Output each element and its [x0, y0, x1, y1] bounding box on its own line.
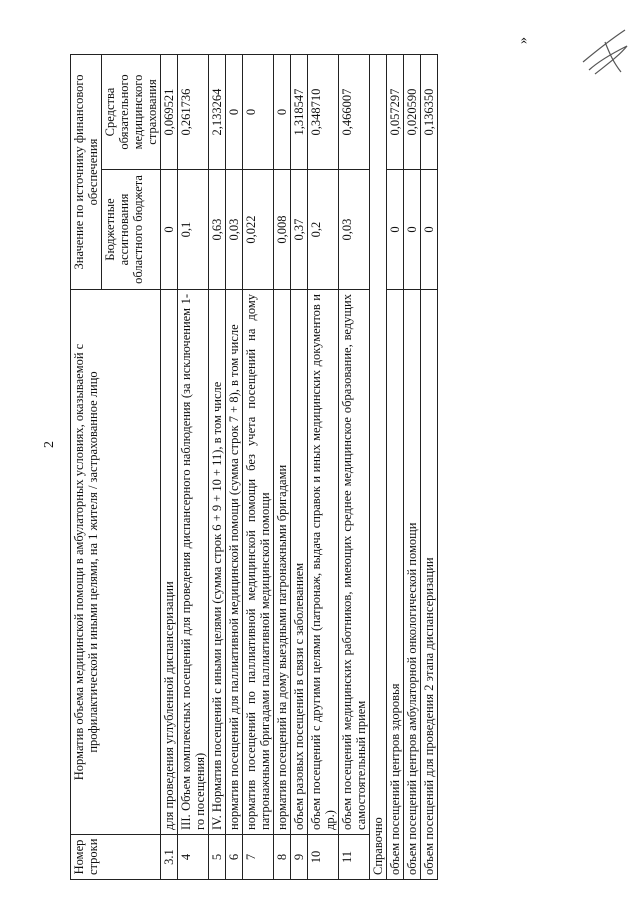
row-text: объем посещений с другими целями (патронаж, выдача справок и иных медицинских документов и др.) — [308, 290, 339, 835]
header-norm: Норматив объема медицинской помощи в амбулаторных условиях, оказываемой с профилактической и иными целями, на 1 жителя / застрахованное лицо — [71, 290, 161, 835]
header-oms: Средства обязательного медицинского страхования — [102, 55, 161, 170]
closing-quote: » — [516, 37, 531, 44]
norms-table — [70, 54, 438, 880]
ref-row-oms: 0,020590 — [404, 55, 421, 170]
row-oms: 2,133264 — [209, 55, 226, 170]
table-row — [339, 55, 370, 880]
row-budget: 0,1 — [178, 170, 209, 290]
row-number: 10 — [308, 835, 339, 880]
ref-row-text: объем посещений центров амбулаторной онкологической помощи — [404, 290, 421, 880]
header-row-number: Номер строки — [71, 835, 161, 880]
row-budget: 0,008 — [274, 170, 291, 290]
header-budget: Бюджетные ассигнования областного бюджета — [102, 170, 161, 290]
table-row — [404, 55, 421, 880]
row-budget: 0 — [161, 170, 178, 290]
row-number: 8 — [274, 835, 291, 880]
table-row — [226, 55, 243, 880]
row-number: 9 — [291, 835, 308, 880]
row-oms: 0,466007 — [339, 55, 370, 170]
row-budget: 0,63 — [209, 170, 226, 290]
reference-label: Справочно — [370, 55, 387, 880]
row-number: 11 — [339, 835, 370, 880]
ref-row-text: объем посещений центров здоровья — [387, 290, 404, 880]
row-oms: 0 — [226, 55, 243, 170]
row-text: норматив посещений по паллиативной медицинской помощи без учета посещений на дому патронажными бригадами паллиативной медицинской помощи — [243, 290, 274, 835]
signature-mark — [575, 22, 635, 82]
table-row — [274, 55, 291, 880]
row-budget: 0,2 — [308, 170, 339, 290]
row-oms: 0,069521 — [161, 55, 178, 170]
rotated-page-content — [70, 55, 520, 880]
ref-row-budget: 0 — [387, 170, 404, 290]
header-value-group: Значение по источнику финансового обеспечения — [71, 55, 102, 290]
table-row — [387, 55, 404, 880]
row-number: 7 — [243, 835, 274, 880]
table-row — [209, 55, 226, 880]
table-row — [178, 55, 209, 880]
page-number: 2 — [42, 441, 57, 448]
row-budget: 0,37 — [291, 170, 308, 290]
row-number: 4 — [178, 835, 209, 880]
row-number: 3.1 — [161, 835, 178, 880]
row-oms: 0,261736 — [178, 55, 209, 170]
ref-row-oms: 0,136350 — [421, 55, 438, 170]
row-text: норматив посещений на дому выездными патронажными бригадами — [274, 290, 291, 835]
row-oms: 0,348710 — [308, 55, 339, 170]
ref-row-budget: 0 — [421, 170, 438, 290]
row-text: III. Объем комплексных посещений для проведения диспансерного наблюдения (за исключением 1-го посещения) — [178, 290, 209, 835]
ref-row-budget: 0 — [404, 170, 421, 290]
row-budget: 0,03 — [339, 170, 370, 290]
row-text: объем посещений медицинских работников, имеющих среднее медицинское образование, ведущих самостоятельный прием — [339, 290, 370, 835]
row-text: для проведения углубленной диспансеризации — [161, 290, 178, 835]
row-budget: 0,022 — [243, 170, 274, 290]
row-oms: 0 — [243, 55, 274, 170]
table-row — [308, 55, 339, 880]
row-text: объем разовых посещений в связи с заболеванием — [291, 290, 308, 835]
row-oms: 0 — [274, 55, 291, 170]
row-number: 5 — [209, 835, 226, 880]
row-budget: 0,03 — [226, 170, 243, 290]
table-row — [421, 55, 438, 880]
reference-label-row — [370, 55, 387, 880]
row-number: 6 — [226, 835, 243, 880]
ref-row-text: объем посещений для проведения 2 этапа диспансеризации — [421, 290, 438, 880]
table-body — [161, 55, 438, 880]
row-oms: 1,318547 — [291, 55, 308, 170]
table-row — [243, 55, 274, 880]
row-text: норматив посещений для паллиативной медицинской помощи (сумма строк 7 + 8), в том числе — [226, 290, 243, 835]
table-row — [291, 55, 308, 880]
ref-row-oms: 0,057297 — [387, 55, 404, 170]
row-text: IV. Норматив посещений с иными целями (сумма строк 6 + 9 + 10 + 11), в том числе — [209, 290, 226, 835]
table-row — [161, 55, 178, 880]
